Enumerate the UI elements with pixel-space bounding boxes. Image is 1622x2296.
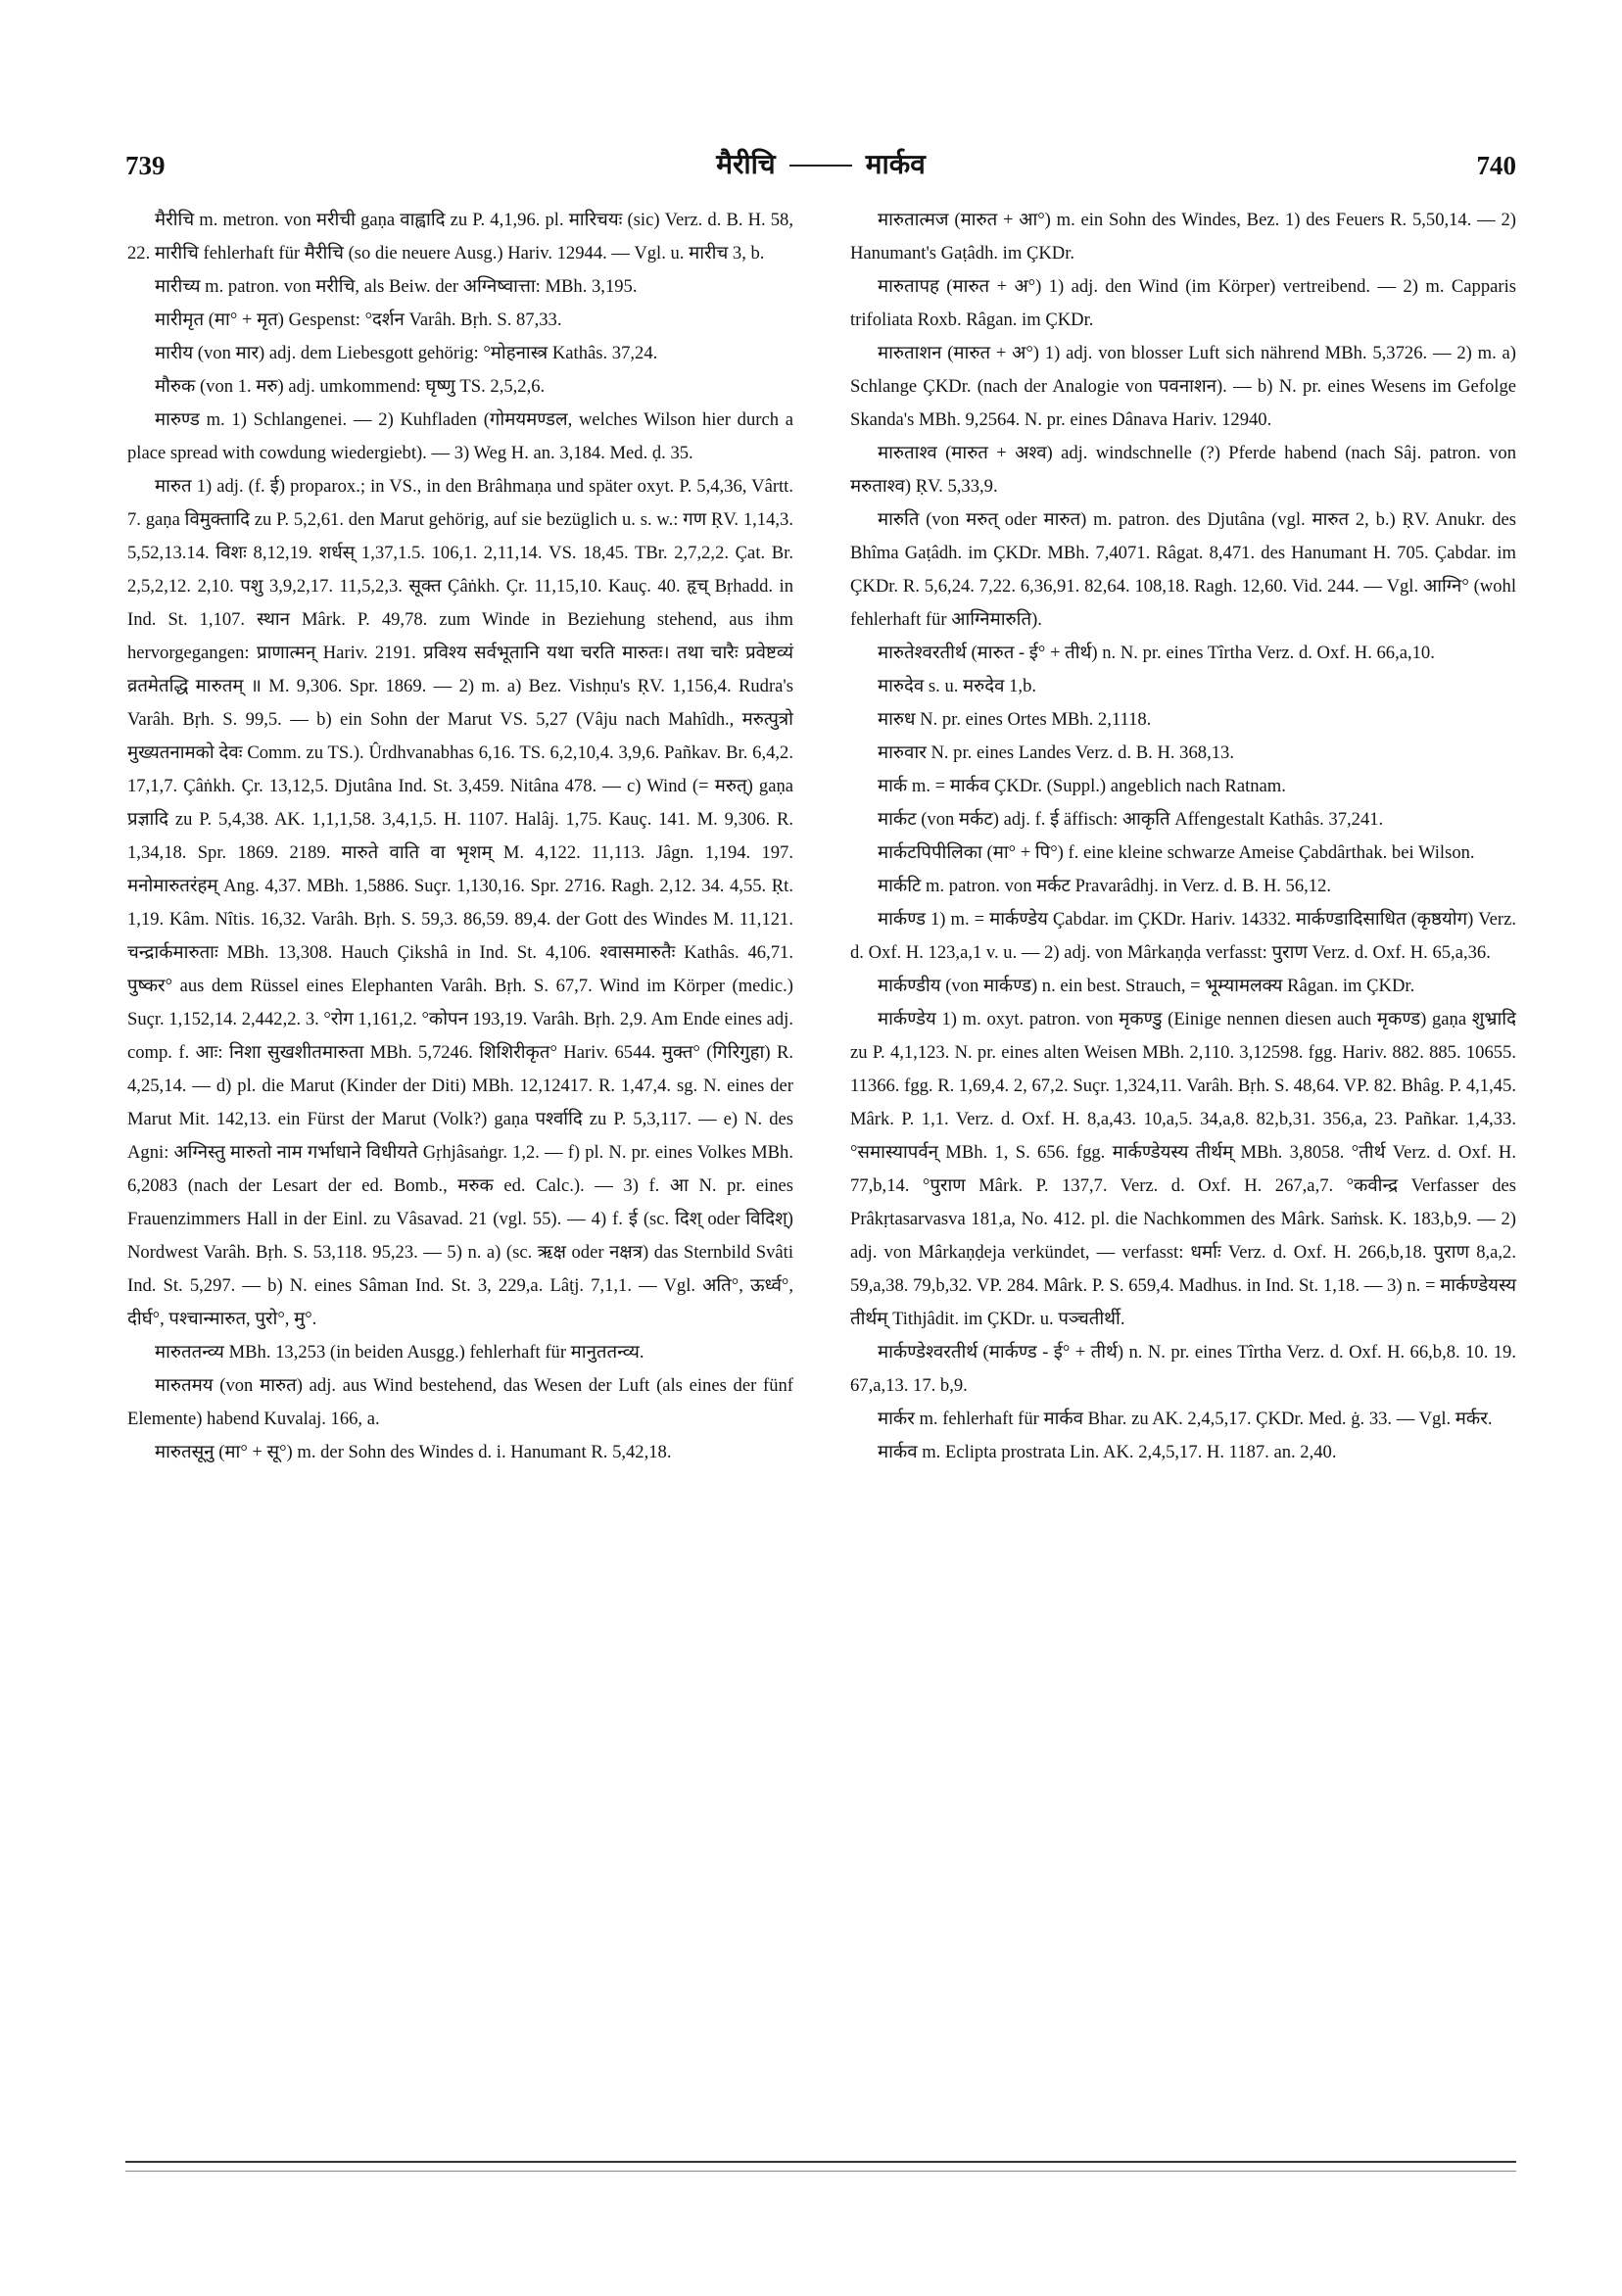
running-headwords: [125, 145, 1516, 182]
page-number-left: 739: [125, 151, 166, 180]
dictionary-entry: मारुतमय (von मारुत) adj. aus Wind bestehend, das Wesen der Luft (als eines der fünf Elemente) habend Kuvalaj. 166, a.: [127, 1375, 793, 1429]
right-column: [850, 204, 1516, 1469]
dictionary-entry: मारुतापह (मारुत + अ°) 1) adj. den Wind (im Körper) vertreibend. — 2) m. Capparis trifoliata Roxb. Râgan. im ÇKDr.: [850, 276, 1516, 330]
dictionary-entry: मार्कर m. fehlerhaft für मार्कव Bhar. zu AK. 2,4,5,17. ÇKDr. Med. ġ. 33. — Vgl. मर्कर.: [878, 1409, 1493, 1429]
dictionary-entry: मार्क m. = मार्कव ÇKDr. (Suppl.) angeblich nach Ratnam.: [878, 776, 1286, 796]
bottom-rule-thin: [125, 2171, 1516, 2172]
dictionary-entry: मैरीचि m. metron. von मरीची gaṇa वाह्वादि zu P. 4,1,96. pl. मारिचयः (sic) Verz. d. B. H. 58, 22. मारीचि fehlerhaft für मैरीचि (so die neuere Ausg.) Hariv. 12944. — Vgl. u. मारीच 3, b.: [127, 210, 793, 263]
dictionary-entry: मार्कण्ड 1) m. = मार्कण्डेय Çabdar. im ÇKDr. Hariv. 14332. मार्कण्डादिसाधित (कृष्ठयोग) Verz. d. Oxf. H. 123,a,1 v. u. — 2) adj. von Mârkaṇḍa verfasst: पुराण Verz. d. Oxf. H. 65,a,36.: [850, 909, 1516, 963]
dictionary-entry: मारुदेव s. u. मरुदेव 1,b.: [878, 676, 1037, 696]
dictionary-entry: मार्कटपिपीलिका (मा° + पि°) f. eine kleine schwarze Ameise Çabdârthak. bei Wilson.: [878, 842, 1475, 863]
dictionary-entry: मारुततन्व्य MBh. 13,253 (in beiden Ausgg.) fehlerhaft für मानुततन्व्य.: [155, 1342, 644, 1363]
dictionary-entry: मार्कव m. Eclipta prostrata Lin. AK. 2,4,5,17. H. 1187. an. 2,40.: [878, 1442, 1337, 1462]
dictionary-entry: मारुध N. pr. eines Ortes MBh. 2,1118.: [878, 709, 1152, 730]
headword-separator: [789, 165, 852, 167]
dictionary-entry: मारुण्ड m. 1) Schlangenei. — 2) Kuhfladen (गोमयमण्डल, welches Wilson hier durch a place spread with cowdung wiedergiebt). — 3) Weg H. an. 3,184. Med. ḍ. 35.: [127, 409, 793, 463]
dictionary-entry: मारुताशन (मारुत + अ°) 1) adj. von blosser Luft sich nährend MBh. 5,3726. — 2) m. a) Schlange ÇKDr. (nach der Analogie von पवनाशन). — b) N. pr. eines Wesens im Gefolge Skanda's MBh. 9,2564. N. pr. eines Dânava Hariv. 12940.: [850, 343, 1516, 430]
headword-right: मार्कव: [865, 148, 926, 180]
dictionary-entry: मारुतेश्वरतीर्थ (मारुत - ई° + तीर्थ) n. N. pr. eines Tîrtha Verz. d. Oxf. H. 66,a,10.: [878, 643, 1435, 663]
headword-left: मैरीचि: [716, 148, 776, 180]
dictionary-entry: मारुतसूनु (मा° + सू°) m. der Sohn des Windes d. i. Hanumant R. 5,42,18.: [155, 1442, 672, 1462]
dictionary-entry: मारीच्य m. patron. von मरीचि, als Beiw. der अग्निष्वात्ता: MBh. 3,195.: [155, 276, 638, 297]
dictionary-entry: मारुति (von मरुत् oder मारुत) m. patron. des Djutâna (vgl. मारुत 2, b.) ṚV. Anukr. des Bhîma Gaṭâdh. im ÇKDr. MBh. 7,4071. Râgat. 8,471. des Hanumant H. 705. Çabdar. im ÇKDr. R. 5,6,24. 7,22. 6,36,91. 82,64. 108,18. Ragh. 12,60. Vid. 244. — Vgl. आग्नि° (wohl fehlerhaft für आग्निमारुति).: [850, 509, 1516, 630]
dictionary-entry: मारुवार N. pr. eines Landes Verz. d. B. H. 368,13.: [878, 742, 1234, 763]
page-number-right: 740: [1476, 151, 1516, 180]
dictionary-entry: मार्कण्डेश्वरतीर्थ (मार्कण्ड - ई° + तीर्थ) n. N. pr. eines Tîrtha Verz. d. Oxf. H. 66,b,8. 10. 19. 67,a,13. 17. b,9.: [850, 1342, 1516, 1396]
left-column: [127, 204, 793, 1469]
dictionary-entry: मौरुक (von 1. मरु) adj. umkommend: घृष्णु TS. 2,5,2,6.: [155, 376, 546, 397]
dictionary-entry: मार्कट (von मर्कट) adj. f. ई äffisch: आकृति Affengestalt Kathâs. 37,241.: [878, 809, 1384, 830]
dictionary-entry: मारुतात्मज (मारुत + आ°) m. ein Sohn des Windes, Bez. 1) des Feuers R. 5,50,14. — 2) Hanumant's Gaṭâdh. im ÇKDr.: [850, 210, 1516, 263]
dictionary-entry: मारीय (von मार) adj. dem Liebesgott gehörig: °मोहनास्त्र Kathâs. 37,24.: [155, 343, 658, 363]
dictionary-entry: मारुत 1) adj. (f. ई) proparox.; in VS., in den Brâhmaṇa und später oxyt. P. 5,4,36, Vârtt. 7. gaṇa विमुक्तादि zu P. 5,2,61. den Marut gehörig, auf sie bezüglich u. s. w.: गण ṚV. 1,14,3. 5,52,13.14. विशः 8,12,19. शर्धस् 1,37,1.5. 106,1. 2,11,14. VS. 18,45. TBr. 2,7,2,2. Çat. Br. 2,5,2,12. 2,10. पशु 3,9,2,17. 11,5,2,3. सूक्त Çâṅkh. Çr. 11,15,10. Kauç. 40. हृच् Bṛhadd. in Ind. St. 1,107. स्थान Mârk. P. 49,78. zum Winde in Beziehung stehend, aus ihm hervorgegangen: प्राणात्मन् Hariv. 2191. प्रविश्य सर्वभूतानि यथा चरति मारुतः। तथा चारैः प्रवेष्टव्यं व्रतमेतद्धि मारुतम् ॥ M. 9,306. Spr. 1869. — 2) m. a) Bez. Vishṇu's ṚV. 1,156,4. Rudra's Varâh. Bṛh. S. 99,5. — b) ein Sohn der Marut VS. 5,27 (Vâju nach Mahîdh., मरुत्पुत्रो मुख्यतनामको देवः Comm. zu TS.). Ûrdhvanabhas 6,16. TS. 6,2,10,4. 3,9,6. Pañkav. Br. 6,4,2. 17,1,7. Çâṅkh. Çr. 13,12,5. Djutâna Ind. St. 3,459. Nitâna 478. — c) Wind (= मरुत्) gaṇa प्रज्ञादि zu P. 5,4,38. AK. 1,1,1,58. 3,4,1,5. H. 1107. Halâj. 1,75. Kauç. 141. M. 9,306. R. 1,34,18. Spr. 1869. 2189. मारुते वाति वा भृशम् M. 4,122. 11,113. Jâgn. 1,194. 197. मनोमारुतरंहम् Ang. 4,37. MBh. 1,5886. Suçr. 1,130,16. Spr. 2716. Ragh. 2,12. 34. 4,55. Ṛt. 1,19. Kâm. Nîtis. 16,32. Varâh. Bṛh. S. 59,3. 86,59. 89,4. der Gott des Windes M. 11,121. चन्द्रार्कमारुताः MBh. 13,308. Hauch Çikshâ in Ind. St. 4,106. श्वासमारुतैः Kathâs. 46,71. पुष्कर° aus dem Rüssel eines Elephanten Varâh. Bṛh. S. 67,7. Wind im Körper (medic.) Suçr. 1,152,14. 2,442,2. 3. °रोग 1,161,2. °कोपन 193,19. Varâh. Bṛh. 2,9. Am Ende eines adj. comp. f. आः: निशा सुखशीतमारुता MBh. 5,7246. शिशिरीकृत° Hariv. 6544. मुक्त° (गिरिगुहा) R. 4,25,14. — d) pl. die Marut (Kinder der Diti) MBh. 12,12417. R. 1,47,4. sg. N. eines der Marut Mit. 142,13. ein Fürst der Marut (Volk?) gaṇa पर्श्वादि zu P. 5,3,117. — e) N. des Agni: अग्निस्तु मारुतो नाम गर्भाधाने विधीयते Gṛhjâsaṅgr. 1,2. — f) pl. N. pr. eines Volkes MBh. 6,2083 (nach der Lesart der ed. Bomb., मरुक ed. Calc.). — 3) f. आ N. pr. eines Frauenzimmers Hall in der Einl. zu Vâsavad. 21 (vgl. 55). — 4) f. ई (sc. दिश् oder विदिश्) Nordwest Varâh. Bṛh. S. 53,118. 95,23. — 5) n. a) (sc. ऋक्ष oder नक्षत्र) das Sternbild Svâti Ind. St. 5,297. — b) N. eines Sâman Ind. St. 3, 229,a. Lâṭj. 7,1,1. — Vgl. अति°, ऊर्ध्व°, दीर्घ°, पश्चान्मारुत, पुरो°, मु°.: [127, 476, 793, 1329]
dictionary-entry: मारुताश्व (मारुत + अश्व) adj. windschnelle (?) Pferde habend (nach Sâj. patron. von मरुताश्व) ṚV. 5,33,9.: [850, 443, 1516, 497]
dictionary-entry: मारीमृत (मा° + मृत) Gespenst: °दर्शन Varâh. Bṛh. S. 87,33.: [155, 310, 562, 330]
dictionary-entry: मार्कटि m. patron. von मर्कट Pravarâdhj. in Verz. d. B. H. 56,12.: [878, 876, 1332, 896]
running-head: [125, 145, 1516, 188]
dictionary-entry: मार्कण्डेय 1) m. oxyt. patron. von मृकण्डु (Einige nennen diesen auch मृकण्ड) gaṇa शुभ्रादि zu P. 4,1,123. N. pr. eines alten Weisen MBh. 2,110. 3,12598. fgg. Hariv. 882. 885. 10655. 11366. fgg. R. 1,69,4. 2, 67,2. Suçr. 1,324,11. Varâh. Bṛh. S. 48,64. VP. 82. Bhâg. P. 4,1,45. Mârk. P. 1,1. Verz. d. Oxf. H. 8,a,43. 10,a,5. 34,a,8. 82,b,31. 356,a, 23. Pañkar. 1,4,33. °समास्यापर्वन् MBh. 1, S. 656. fgg. मार्कण्डेयस्य तीर्थम् MBh. 3,8058. °तीर्थ Verz. d. Oxf. H. 77,b,14. °पुराण Mârk. P. 137,7. Verz. d. Oxf. H. 267,a,7. °कवीन्द्र Verfasser des Prâkṛtasarvasva 181,a, No. 412. pl. die Nachkommen des Mârk. Saṁsk. K. 183,b,9. — 2) adj. von Mârkaṇḍeja verkündet, — verfasst: धर्माः Verz. d. Oxf. H. 266,b,18. पुराण 8,a,2. 59,a,38. 79,b,32. VP. 284. Mârk. P. S. 659,4. Madhus. in Ind. St. 1,18. — 3) n. = मार्कण्डेयस्य तीर्थम् Tithjâdit. im ÇKDr. u. पञ्चतीर्थी.: [850, 1009, 1516, 1329]
bottom-rule: [125, 2161, 1516, 2163]
dictionary-entry: मार्कण्डीय (von मार्कण्ड) n. ein best. Strauch, = भूम्यामलक्य Râgan. im ÇKDr.: [878, 976, 1415, 996]
